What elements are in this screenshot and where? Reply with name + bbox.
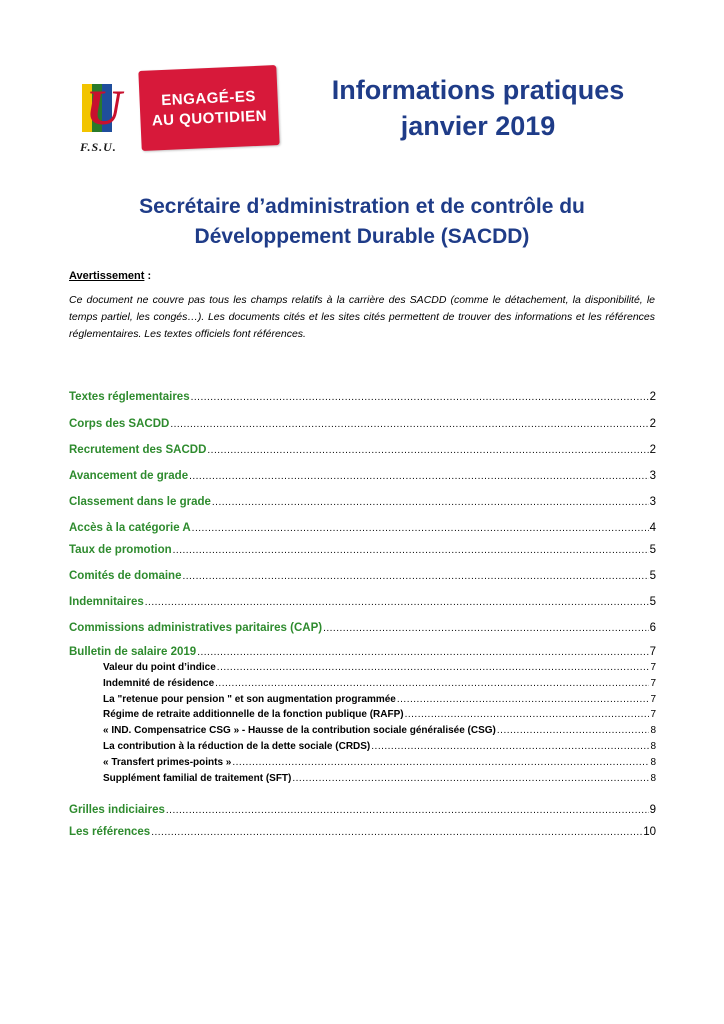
toc-dot-leader — [189, 471, 649, 482]
toc-page-number[interactable]: 5 — [649, 570, 656, 582]
toc-entry-label[interactable]: Bulletin de salaire 2019 — [69, 646, 197, 658]
toc-subentry[interactable] — [103, 709, 656, 725]
toc-entry-label[interactable]: Corps des SACDD — [69, 418, 170, 430]
toc-page-number[interactable]: 10 — [643, 826, 656, 838]
toc-entry-label[interactable]: Les références — [69, 826, 151, 838]
document-title — [60, 192, 664, 252]
toc-entry[interactable] — [69, 804, 656, 820]
toc-dot-leader — [207, 445, 648, 456]
toc-dot-leader — [151, 827, 642, 838]
toc-dot-leader — [173, 545, 649, 556]
toc-page-number[interactable]: 7 — [649, 646, 656, 658]
toc-subentry[interactable] — [103, 662, 656, 678]
toc-subentry[interactable] — [103, 757, 656, 773]
toc-entry[interactable] — [69, 418, 656, 434]
toc-page-number[interactable]: 2 — [649, 391, 656, 403]
toc-entry-label[interactable]: Valeur du point d’indice — [103, 662, 216, 673]
toc-entry-label[interactable]: Recrutement des SACDD — [69, 444, 207, 456]
toc-entry-label[interactable]: Comités de domaine — [69, 570, 182, 582]
toc-page-number[interactable]: 2 — [649, 418, 656, 430]
toc-entry-label[interactable]: Indemnité de résidence — [103, 677, 215, 689]
toc-entry-label[interactable]: La contribution à la réduction de la dette sociale (CRDS) — [103, 741, 371, 752]
toc-page-number[interactable]: 2 — [649, 444, 656, 456]
logo-letter: U — [86, 79, 123, 135]
toc-dot-leader — [145, 597, 649, 608]
toc-page-number[interactable]: 8 — [650, 772, 656, 784]
toc-dot-leader — [232, 757, 649, 768]
logo-banner-line2: AU QUOTIDIEN — [151, 107, 268, 130]
toc-entry-label[interactable]: Accès à la catégorie A — [69, 522, 191, 534]
toc-page-number[interactable]: 5 — [649, 544, 656, 556]
toc-subentry[interactable] — [103, 678, 656, 694]
logo-subtext: F.S.U. — [80, 140, 117, 154]
document-title-line2: Développement Durable (SACDD) — [194, 225, 530, 248]
toc-entry[interactable] — [69, 646, 656, 662]
toc-dot-leader — [497, 725, 650, 736]
toc-dot-leader — [371, 741, 649, 752]
toc-entry[interactable] — [69, 826, 656, 842]
toc-page-number[interactable]: 8 — [650, 741, 656, 752]
toc-page-number[interactable]: 6 — [649, 622, 656, 634]
toc-entry-label[interactable]: La "retenue pour pension " et son augmentation programmée — [103, 693, 396, 705]
toc-entry-label[interactable]: Régime de retraite additionnelle de la fonction publique (RAFP) — [103, 709, 404, 721]
toc-dot-leader — [197, 647, 648, 658]
toc-entry[interactable] — [69, 570, 656, 586]
warning-heading-text: Avertissement — [69, 270, 145, 282]
toc-entry-label[interactable]: Grilles indiciaires — [69, 804, 165, 816]
toc-dot-leader — [215, 678, 649, 689]
toc-entry[interactable] — [69, 470, 656, 486]
warning-heading — [69, 270, 151, 282]
toc-page-number[interactable]: 8 — [650, 756, 656, 768]
toc-entry[interactable] — [69, 391, 656, 407]
toc-dot-leader — [166, 805, 649, 816]
fsu-logo — [80, 68, 280, 160]
toc-dot-leader — [397, 694, 650, 705]
toc-dot-leader — [192, 523, 649, 534]
toc-entry-label[interactable]: Commissions administratives paritaires (CAP) — [69, 622, 323, 634]
toc-subentry[interactable] — [103, 694, 656, 710]
toc-entry-label[interactable]: Textes réglementaires — [69, 391, 190, 403]
toc-dot-leader — [170, 419, 648, 430]
toc-entry-label[interactable]: « Transfert primes-points » — [103, 756, 232, 768]
toc-dot-leader — [182, 571, 648, 582]
toc-subentry[interactable] — [103, 725, 656, 741]
toc-entry-label[interactable]: Avancement de grade — [69, 470, 189, 482]
toc-entry[interactable] — [69, 622, 656, 638]
warning-text: Ce document ne couvre pas tous les champs relatifs à la carrière des SACDD (comme le détachement, la disponibilité, le temps partiel, les congés…). Les documents cités et les sites cités permettent de trouver des informations et les références réglementaires. Les textes officiels font références. — [69, 294, 655, 340]
toc-page-number[interactable]: 5 — [649, 596, 656, 608]
toc-entry[interactable] — [69, 522, 656, 538]
toc-dot-leader — [217, 662, 650, 673]
header-title-line1: Informations pratiques — [331, 75, 625, 105]
toc-subentry[interactable] — [103, 773, 656, 789]
toc-dot-leader — [292, 773, 649, 784]
toc-page-number[interactable]: 3 — [649, 470, 656, 482]
toc-subentry[interactable] — [103, 741, 656, 757]
toc-dot-leader — [191, 392, 649, 403]
header-title-line2: janvier 2019 — [400, 111, 556, 141]
toc-page-number[interactable]: 7 — [650, 677, 656, 689]
toc-page-number[interactable]: 7 — [650, 709, 656, 721]
toc-entry-label[interactable]: Indemnitaires — [69, 596, 144, 608]
toc-dot-leader — [212, 497, 649, 508]
toc-entry-label[interactable]: Taux de promotion — [69, 544, 172, 556]
toc-dot-leader — [405, 709, 650, 720]
toc-entry[interactable] — [69, 596, 656, 612]
toc-entry-label[interactable]: Classement dans le grade — [69, 496, 211, 508]
document-title-line1: Secrétaire d’administration et de contrôle du — [139, 195, 585, 218]
header-title — [300, 72, 656, 144]
toc-page-number[interactable]: 3 — [649, 496, 656, 508]
fsu-letter-mark — [80, 76, 138, 154]
toc-page-number[interactable]: 9 — [649, 804, 656, 816]
logo-banner — [138, 65, 279, 151]
toc-page-number[interactable]: 8 — [650, 725, 656, 737]
toc-entry[interactable] — [69, 544, 656, 560]
toc-entry-label[interactable]: « IND. Compensatrice CSG » - Hausse de la contribution sociale généralisée (CSG) — [103, 725, 496, 737]
warning-heading-suffix: : — [144, 270, 152, 282]
toc-dot-leader — [323, 623, 649, 634]
toc-entry[interactable] — [69, 444, 656, 460]
toc-page-number[interactable]: 4 — [649, 522, 656, 534]
toc-page-number[interactable]: 7 — [650, 693, 656, 705]
toc-page-number[interactable]: 7 — [650, 662, 656, 673]
toc-entry-label[interactable]: Supplément familial de traitement (SFT) — [103, 772, 292, 784]
logo-banner-line1: ENGAGÉ-ES — [160, 87, 257, 110]
toc-entry[interactable] — [69, 496, 656, 512]
